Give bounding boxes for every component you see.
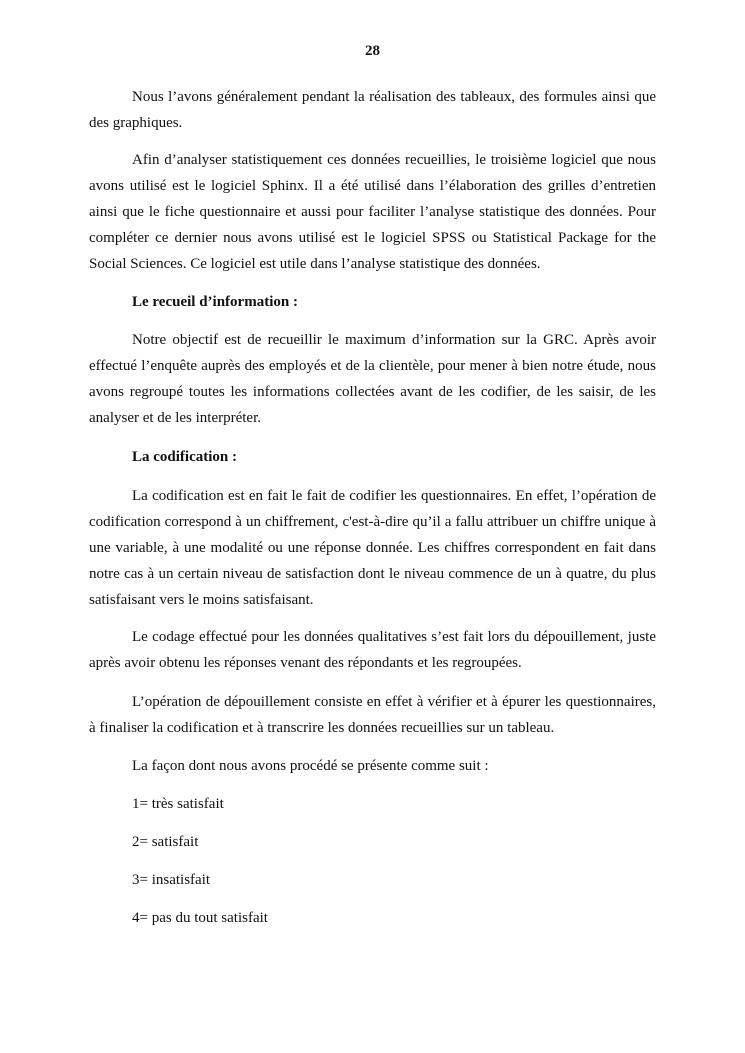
- paragraph-procedure-intro: La façon dont nous avons procédé se présente comme suit :: [132, 758, 489, 774]
- scale-item-1: 1= très satisfait: [132, 796, 224, 812]
- heading-recueil-information: Le recueil d’information :: [132, 294, 298, 310]
- scale-item-2: 2= satisfait: [132, 834, 199, 850]
- paragraph-codification: La codification est en fait le fait de codifier les questionnaires. En effet, l’opération de codification correspond à un chiffrement, c'est-à-dire qu’il a fallu attribuer un chiffre unique à une variable, à une modalité ou une réponse donnée. Les chiffres correspondent en fait dans notre cas à un certain niveau de satisfaction dont le niveau commence de un à quatre, du plus satisfaisant vers le moins satisfaisant.: [89, 488, 656, 608]
- scale-item-3: 3= insatisfait: [132, 872, 211, 888]
- page-number: 28: [365, 43, 380, 59]
- paragraph-depouillement: L’opération de dépouillement consiste en effet à vérifier et à épurer les questionnaires, à finaliser la codification et à transcrire les données recueillies sur un tableau.: [89, 694, 656, 736]
- paragraph-sphinx-spss: Afin d’analyser statistiquement ces données recueillies, le troisième logiciel que nous avons utilisé est le logiciel Sphinx. Il a été utilisé dans l’élaboration des grilles d’entretien ainsi que le fiche questionnaire et aussi pour faciliter l’analyse statistique des données. Pour compléter ce dernier nous avons utilisé est le logiciel SPSS ou Statistical Package for the Social Sciences. Ce logiciel est utile dans l’analyse statistique des données.: [89, 152, 656, 272]
- heading-codification: La codification :: [132, 449, 237, 465]
- paragraph-software-usage: Nous l’avons généralement pendant la réalisation des tableaux, des formules ainsi que des graphiques.: [89, 89, 656, 131]
- paragraph-objectif: Notre objectif est de recueillir le maximum d’information sur la GRC. Après avoir effectué l’enquête auprès des employés et de la clientèle, pour mener à bien notre étude, nous avons regroupé toutes les informations collectées avant de les codifier, de les saisir, de les analyser et de les interpréter.: [89, 332, 656, 426]
- paragraph-codage: Le codage effectué pour les données qualitatives s’est fait lors du dépouillement, juste après avoir obtenu les réponses venant des répondants et les regroupées.: [89, 629, 656, 671]
- scale-item-4: 4= pas du tout satisfait: [132, 910, 268, 926]
